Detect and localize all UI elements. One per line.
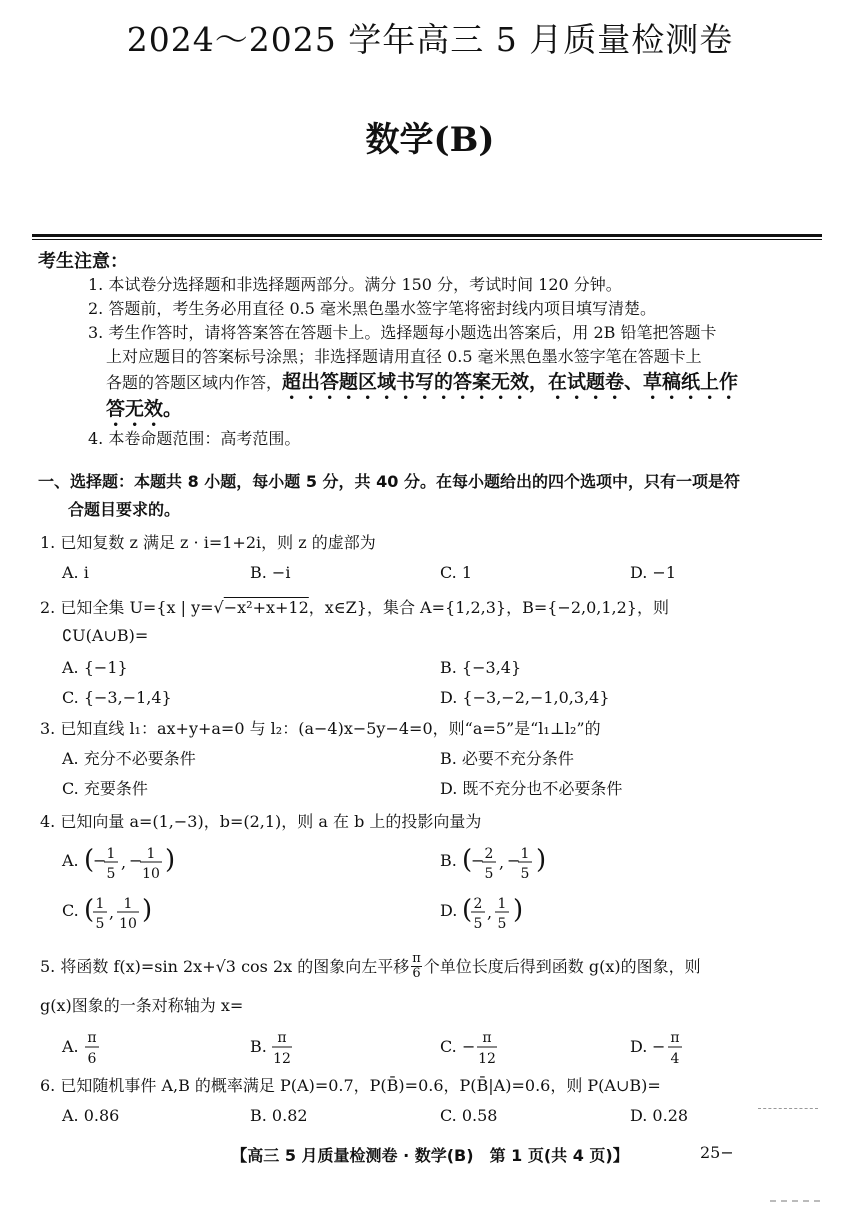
- q5a-label: A.: [62, 1037, 79, 1056]
- sqrt-sign: √: [213, 598, 224, 617]
- question-1-option-d: D. −1: [630, 563, 677, 582]
- question-5-option-a: [61, 1030, 99, 1067]
- q4b-comma: ,: [499, 853, 505, 872]
- section-1-line-1: 一、选择题：本题共 8 小题，每小题 5 分，共 40 分。在每小题给出的四个选项中，只有一项是符: [38, 472, 740, 491]
- question-2-option-a: A. {−1}: [62, 658, 128, 677]
- q5a-den: 6: [87, 1051, 97, 1067]
- question-5-stem-2: g(x)图象的一条对称轴为 x=: [40, 996, 244, 1015]
- question-4-option-a: [61, 845, 175, 882]
- q5a-num: π: [87, 1030, 97, 1046]
- q4b-rparen: ): [536, 845, 547, 875]
- q4d-comma: ,: [487, 903, 493, 922]
- q5c-num: π: [482, 1030, 492, 1046]
- shift-numerator: π: [412, 951, 421, 966]
- question-4-stem: 4. 已知向量 a=(1,−3)，b=(2,1)，则 a 在 b 上的投影向量为: [40, 812, 482, 831]
- header-divider-thin: [32, 239, 822, 240]
- question-6-option-b: B. 0.82: [250, 1106, 308, 1125]
- question-4-option-c: [62, 895, 152, 932]
- page-footer: 【高三 5 月质量检测卷 · 数学(B) 第 1 页(共 4 页)】: [231, 1146, 629, 1165]
- question-2-option-c: C. {−3,−1,4}: [62, 688, 172, 707]
- q5c-label: C.: [440, 1037, 457, 1056]
- question-2-stem-b: ，x∈Z}，集合 A={1,2,3}，B={−2,0,1,2}，则: [308, 598, 669, 617]
- question-6-stem: 6. 已知随机事件 A,B 的概率满足 P(A)=0.7，P(B̄)=0.6，P(B̄|A)=0.6，则 P(A∪B)=: [40, 1076, 661, 1095]
- q4d-lparen: (: [462, 895, 473, 925]
- notice-heading: 考生注意：: [38, 251, 128, 272]
- question-3-option-a: A. 充分不必要条件: [62, 749, 196, 768]
- q4d-num-1: 2: [473, 896, 483, 912]
- q4a-comma: ,: [121, 853, 127, 872]
- question-5-option-b: [250, 1030, 292, 1067]
- q4c-label: C.: [62, 901, 79, 920]
- section-1-heading: [38, 468, 828, 524]
- footer-code: 25−: [700, 1143, 734, 1162]
- q4a-label: A.: [62, 851, 79, 870]
- q4b-den-2: 5: [520, 866, 530, 882]
- scan-smudge: [758, 1108, 818, 1109]
- q4a-rparen: ): [165, 845, 176, 875]
- q4a-sign-2: −: [129, 851, 143, 870]
- question-1-option-c: C. 1: [440, 563, 473, 582]
- q5c-den: 12: [478, 1051, 496, 1067]
- q4a-num-2: 1: [146, 846, 156, 862]
- shift-denominator: 6: [412, 966, 421, 981]
- question-5-options: [0, 1026, 860, 1070]
- question-2-option-d: D. {−3,−2,−1,0,3,4}: [440, 688, 610, 707]
- question-1-option-b: B. −i: [250, 563, 291, 582]
- q4c-rparen: ): [142, 895, 153, 925]
- question-5-shift-fraction: [411, 952, 422, 981]
- q4a-num-1: 1: [106, 846, 116, 862]
- q4c-den-1: 5: [95, 916, 105, 932]
- q4c-comma: ,: [109, 903, 115, 922]
- q4b-den-1: 5: [484, 866, 494, 882]
- header-divider-thick: [32, 234, 822, 237]
- notice-item-1: 1. 本试卷分选择题和非选择题两部分。满分 150 分，考试时间 120 分钟。: [88, 275, 622, 294]
- q4c-den-2: 10: [119, 916, 137, 932]
- question-4-option-d: [440, 895, 523, 932]
- question-3-option-d: D. 既不充分也不必要条件: [440, 779, 623, 798]
- notice-item-4: 4. 本卷命题范围：高考范围。: [88, 429, 301, 448]
- notice-item-3-text: 各题的答题区域内作答，: [106, 373, 283, 392]
- q4d-den-1: 5: [473, 916, 483, 932]
- question-6-option-a: A. 0.86: [62, 1106, 120, 1125]
- question-3-option-c: C. 充要条件: [62, 779, 148, 798]
- q4a-den-2: 10: [142, 866, 160, 882]
- question-2-stem-a: 2. 已知全集 U={x | y=: [40, 598, 214, 617]
- exam-title: 2024～2025 学年高三 5 月质量检测卷: [126, 20, 734, 59]
- q5b-den: 12: [273, 1051, 291, 1067]
- q4b-sign-1: −: [471, 851, 485, 870]
- q4b-sign-2: −: [507, 851, 521, 870]
- question-2-stem-2: ∁U(A∪B)=: [62, 626, 149, 645]
- question-2-stem: [40, 596, 830, 620]
- question-5-stem-b: 个单位长度后得到函数 g(x)的图象，则: [423, 956, 701, 976]
- q5d-den: 4: [670, 1051, 680, 1067]
- notice-item-3-line-2: 上对应题目的答案标号涂黑；非选择题请用直径 0.5 毫米黑色墨水签字笔在答题卡上: [106, 347, 702, 366]
- notice-item-3-line-4: 答无效。: [106, 398, 183, 420]
- question-1-option-a: A. i: [62, 563, 89, 582]
- q4c-lparen: (: [84, 895, 95, 925]
- subject-title: 数学(B): [365, 120, 495, 160]
- q4b-lparen: (: [462, 845, 473, 875]
- q4a-lparen: (: [84, 845, 95, 875]
- question-5-stem-a: 5. 将函数 f(x)=sin 2x+√3 cos 2x 的图象向左平移: [40, 956, 410, 976]
- question-5-option-c: [440, 1030, 497, 1067]
- question-5-stem: [40, 952, 830, 981]
- q4b-label: B.: [440, 851, 457, 870]
- question-6-option-c: C. 0.58: [440, 1106, 498, 1125]
- question-2-radicand: −x²+x+12: [223, 598, 309, 617]
- question-2-option-b: B. {−3,4}: [440, 658, 522, 677]
- q4c-num-2: 1: [123, 896, 133, 912]
- question-4-options: [0, 838, 860, 938]
- q5d-sign: −: [652, 1037, 666, 1056]
- q5d-label: D.: [630, 1037, 648, 1056]
- q4d-label: D.: [440, 901, 458, 920]
- q4d-num-2: 1: [497, 896, 507, 912]
- notice-emphasis: 超出答题区域书写的答案无效，在试题卷、草稿纸上作: [282, 371, 739, 393]
- question-1-stem: 1. 已知复数 z 满足 z · i=1+2i，则 z 的虚部为: [40, 533, 376, 552]
- q4d-rparen: ): [513, 895, 524, 925]
- scan-smudge-bottom: [770, 1200, 820, 1202]
- notice-item-2: 2. 答题前，考生务必用直径 0.5 毫米黑色墨水签字笔将密封线内项目填写清楚。: [88, 299, 656, 318]
- q4c-num-1: 1: [95, 896, 105, 912]
- question-6-option-d: D. 0.28: [630, 1106, 689, 1125]
- q4a-den-1: 5: [106, 866, 116, 882]
- question-4-option-b: [440, 845, 546, 882]
- q5d-num: π: [670, 1030, 680, 1046]
- notice-item-3-line-1: 3. 考生作答时，请将答案答在答题卡上。选择题每小题选出答案后，用 2B 铅笔把答题卡: [88, 323, 717, 342]
- q4b-num-2: 1: [520, 846, 530, 862]
- q4a-sign-1: −: [93, 851, 107, 870]
- question-5-option-d: [630, 1030, 682, 1067]
- question-3-stem: 3. 已知直线 l₁：ax+y+a=0 与 l₂：(a−4)x−5y−4=0，则“a=5”是“l₁⊥l₂”的: [40, 719, 601, 738]
- q4b-num-1: 2: [484, 846, 494, 862]
- section-1-line-2: 合题目要求的。: [68, 500, 181, 519]
- question-3-option-b: B. 必要不充分条件: [440, 749, 574, 768]
- q5b-label: B.: [250, 1037, 267, 1056]
- q5b-num: π: [277, 1030, 287, 1046]
- q4d-den-2: 5: [497, 916, 507, 932]
- q5c-sign: −: [462, 1037, 476, 1056]
